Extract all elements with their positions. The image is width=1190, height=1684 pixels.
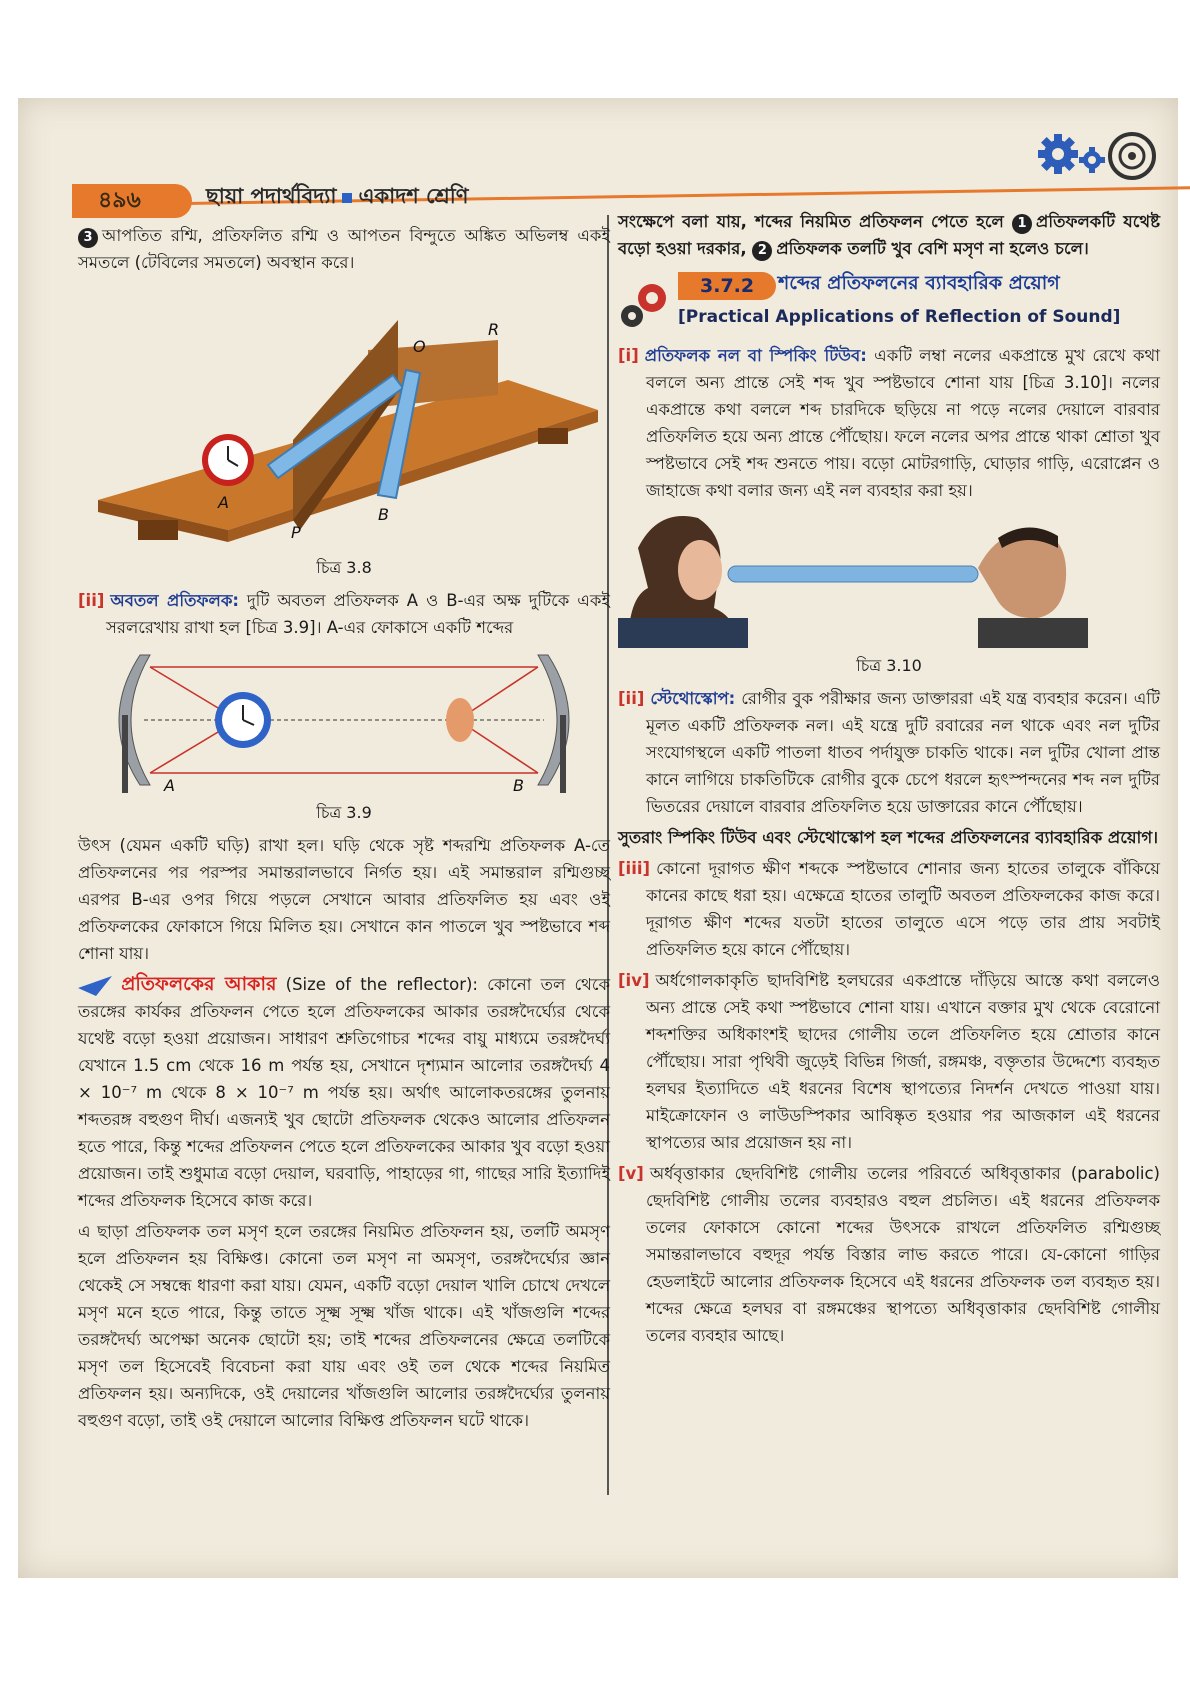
label-B: B (513, 776, 524, 795)
conclusion: সুতরাং স্পিকিং টিউব এবং স্টেথোস্কোপ হল শব্দের প্রতিফলনের ব্যাবহারিক প্রয়োগ। (618, 828, 1159, 847)
item-i-term: প্রতিফলক নল বা স্পিকিং টিউব: (644, 346, 867, 365)
surface-paragraph: এ ছাড়া প্রতিফলক তল মসৃণ হলে তরঙ্গের নিয়মিত প্রতিফলন হয়, তলটি অমসৃণ হলে প্রতিফলন হয় বিক্ষিপ্ত। কোনো তল মসৃণ না অমসৃণ, তরঙ্গদৈর্ঘ্যের জ্ঞান থেকেই সে সম্বন্ধে ধারণা করা যায়। যেমন, একটি বড়ো দেয়াল খালি চোখে দেখলে মসৃণ মনে হতে পারে, কিন্তু তাতে সূক্ষ্ম সূক্ষ্ম খাঁজ থাকে। এই খাঁজগুলি শব্দের তরঙ্গদৈর্ঘ্য অপেক্ষা অনেক ছোটো হয়; তাই শব্দের প্রতিফলনের ক্ষেত্রে তলটিকে মসৃণ তল হিসেবেই বিবেচনা করা যায় এবং ওই তল থেকে শব্দের নিয়মিত প্রতিফলন হয়। অন্যদিকে, ওই দেয়ালের খাঁজগুলি আলোর তরঙ্গদৈর্ঘ্যের তুলনায় বহুগুণ বড়ো, তাই ওই দেয়ালে আলোর বিক্ষিপ্ত প্রতিফলন ঘটে থাকে। (78, 1222, 610, 1430)
speaking-tube-photo (618, 508, 1160, 648)
item-ii-text: দুটি অবতল প্রতিফলক A ও B-এর অক্ষ দুটিকে একই সরলরেখায় রাখা হল [চিত্র 3.9]। A-এর ফোকাসে একটি শব্দের (106, 591, 610, 637)
item-iii (618, 855, 1160, 963)
item-iv-text: অর্ধগোলকাকৃতি ছাদবিশিষ্ট হলঘরের একপ্রান্তে দাঁড়িয়ে আস্তে কথা বললেও অন্য প্রান্তে সেই কথা স্পষ্টভাবে শোনা যায়। এখানে বক্তার মুখ থেকে বেরোনো শব্দশক্তির অধিকাংশই ছাদের গোলীয় তলে প্রতিফলিত হয়ে শ্রোতার কানে পৌঁছোয়। সারা পৃথিবী জুড়েই বিভিন্ন গির্জা, রঙ্গমঞ্চ, বক্তৃতার উদ্দেশ্যে ব্যবহৃত হলঘর ইত্যাদিতে এই ধরনের বিশেষ স্থাপত্যের নিদর্শন দেখতে পাওয়া যায়। মাইক্রোফোন ও লাউডস্পিকার আবিষ্কৃত হওয়ার পর আজকাল এই ধরনের স্থাপত্যের আর প্রয়োজন হয় না। (646, 971, 1160, 1152)
figure-3-9 (78, 645, 610, 795)
summary-text-b: প্রতিফলকটি যথেষ্ট বড়ো হওয়া দরকার, (618, 212, 1161, 258)
size-of-reflector-paragraph (78, 971, 610, 1214)
figure-3-8 (78, 280, 610, 550)
figure-3-8-caption: চিত্র 3.8 (316, 558, 372, 577)
reflection-table-diagram (78, 280, 610, 550)
item-ii-text: রোগীর বুক পরীক্ষার জন্য ডাক্তাররা এই যন্ত্র ব্যবহার করেন। এটি মূলত একটি প্রতিফলক নল। এই যন্ত্রে দুটি রবারের নল থাকে এবং নল দুটির সংযোগস্থলে একটি পাতলা ধাতব পর্দাযুক্ত চাকতি থাকে। নল দুটির খোলা প্রান্ত কানে লাগিয়ে চাকতিটিকে রোগীর বুকে চেপে ধরলে হৃৎস্পন্দনের শব্দ নল দুটির ভিতরের দেয়ালে বারবার প্রতিফলিত হয়ে ডাক্তারের কানে পৌঁছোয়। (646, 689, 1160, 816)
point-3 (78, 222, 610, 276)
section-gear-icon (618, 276, 674, 332)
paper-plane-icon (78, 976, 112, 996)
item-i (618, 342, 1160, 504)
item-iv-mark: [iv] (618, 971, 650, 990)
item-ii-term: অবতল প্রতিফলক: (110, 591, 239, 610)
label-B: B (378, 505, 389, 524)
label-P: P (291, 523, 301, 542)
scan-top-margin (0, 0, 1190, 98)
point-3-text: আপতিত রশ্মি, প্রতিফলিত রশ্মি ও আপতন বিন্দুতে অঙ্কিত অভিলম্ব একই সমতলে (টেবিলের সমতলে) অবস্থান করে। (78, 226, 610, 272)
item-i-mark: [i] (618, 346, 639, 365)
item-ii-right (618, 685, 1160, 820)
section-number: 3.7.2 (678, 272, 776, 300)
left-column (78, 222, 610, 1438)
figure-3-10-caption: চিত্র 3.10 (856, 656, 922, 675)
item-v (618, 1160, 1160, 1349)
item-v-text: অর্ধবৃত্তাকার ছেদবিশিষ্ট গোলীয় তলের পরিবর্তে অধিবৃত্তাকার (parabolic) ছেদবিশিষ্ট গোলীয় তলের ব্যবহারও বহুল প্রচলিত। এই ধরনের প্রতিফলক তলের ফোকাসে কোনো শব্দের উৎসকে রাখলে প্রতিফলিত রশ্মিগুচ্ছ সমান্তরালভাবে বহুদূর পর্যন্ত বিস্তার লাভ করতে পারে। যে-কোনো গাড়ির হেডলাইটে আলোর প্রতিফলক হিসেবে এই ধরনের প্রতিফলক তল ব্যবহৃত হয়। শব্দের ক্ষেত্রে হলঘর বা রঙ্গমঞ্চের স্থাপত্যে অধিবৃত্তাকার ছেদবিশিষ্ট গোলীয় তলের ব্যবহার আছে। (646, 1164, 1160, 1345)
size-text: কোনো তল থেকে তরঙ্গের কার্যকর প্রতিফলন পেতে হলে প্রতিফলকের আকার তরঙ্গদৈর্ঘ্যের থেকে যথেষ্ট বড়ো হওয়া প্রয়োজন। সাধারণ শ্রুতিগোচর শব্দের বায়ু মাধ্যমে তরঙ্গদৈর্ঘ্য যেখানে 1.5 cm থেকে 16 m পর্যন্ত হয়, সেখানে দৃশ্যমান আলোর তরঙ্গদৈর্ঘ্য 4 × 10⁻⁷ m থেকে 8 × 10⁻⁷ m পর্যন্ত হয়। অর্থাৎ আলোকতরঙ্গের তুলনায় শব্দতরঙ্গ বহুগুণ দীর্ঘ। এজন্যই খুব ছোটো প্রতিফলক থেকেও আলোর প্রতিফলন হতে পারে, কিন্তু শব্দের প্রতিফলন পেতে হলে প্রতিফলকের আকার খুব বড়ো হওয়া প্রয়োজন। তাই শুধুমাত্র বড়ো দেয়াল, ঘরবাড়ি, পাহাড়ের গা, গাছের সারি ইত্যাদিই শব্দের প্রতিফলক হিসেবে কাজ করে। (78, 975, 611, 1210)
page-number: ৪৯৬ (72, 184, 192, 218)
summary-paragraph (618, 208, 1160, 262)
item-iii-mark: [iii] (618, 859, 651, 878)
item-ii-mark: [ii] (618, 689, 645, 708)
item-i-text: একটি লম্বা নলের একপ্রান্তে মুখ রেখে কথা বললে অন্য প্রান্তে সেই শব্দ খুব স্পষ্টভাবে শোনা যায় [চিত্র 3.10]। নলের একপ্রান্তে কথা বললে শব্দ চারদিকে ছড়িয়ে না পড়ে নলের দেয়ালে বারবার প্রতিফলিত হয়ে অন্য প্রান্তে পৌঁছোয়। ফলে নলের অপর প্রান্তে থাকা শ্রোতা খুব স্পষ্টভাবে সেই শব্দ শুনতে পায়। বড়ো মোটরগাড়ি, ঘোড়ার গাড়ি, এরোপ্লেন ও জাহাজে কথা বলার জন্য এই নল ব্যবহার করা হয়। (646, 346, 1160, 500)
square-bullet-icon (342, 193, 352, 203)
item-iv (618, 967, 1160, 1156)
figure-3-9-caption: চিত্র 3.9 (316, 803, 372, 822)
section-heading (618, 266, 1160, 336)
label-A: A (218, 493, 229, 512)
right-column (618, 208, 1160, 1353)
size-heading: প্রতিফলকের আকার (121, 973, 277, 995)
circled-number-1: 1 (1012, 214, 1032, 234)
circled-number: 3 (78, 228, 98, 248)
label-R: R (488, 320, 500, 339)
summary-text-a: সংক্ষেপে বলা যায়, শব্দের নিয়মিত প্রতিফলন পেতে হলে (618, 212, 1004, 231)
class-label: একাদশ শ্রেণি (358, 184, 469, 208)
item-ii-term: স্টেথোস্কোপ: (650, 689, 736, 708)
item-ii-mark: [ii] (78, 591, 105, 610)
header-title (206, 180, 469, 215)
size-heading-en: (Size of the reflector): (285, 975, 478, 994)
concave-reflectors-diagram (78, 645, 610, 795)
item-ii (78, 587, 610, 641)
paragraph-after-fig39: উৎস (যেমন একটি ঘড়ি) রাখা হল। ঘড়ি থেকে সৃষ্ট শব্দরশ্মি প্রতিফলক A-তে প্রতিফলনের পর পরস্পর সমান্তরালভাবে নির্গত হয়। এই সমান্তরাল রশ্মিগুচ্ছ এরপর B-এর ওপর গিয়ে পড়লে সেখানে আবার প্রতিফলিত হয় এবং ওই প্রতিফলকের ফোকাসে গিয়ে মিলিত হয়। সেখানে কান পাতলে খুব স্পষ্টভাবে শব্দ শোনা যায়। (78, 836, 610, 963)
label-O: O (413, 337, 426, 356)
book-title: ছায়া পদার্থবিদ্যা (206, 184, 337, 208)
section-title: শব্দের প্রতিফলনের ব্যাবহারিক প্রয়োগ (778, 272, 1060, 294)
scan-bottom-margin (0, 1578, 1190, 1684)
section-title-en: [Practical Applications of Reflection of Sound] (678, 307, 1121, 327)
summary-text-c: প্রতিফলক তলটি খুব বেশি মসৃণ না হলেও চলে। (776, 239, 1089, 258)
figure-3-10 (618, 508, 1160, 648)
item-v-mark: [v] (618, 1164, 644, 1183)
label-A: A (164, 776, 175, 795)
item-iii-text: কোনো দূরাগত ক্ষীণ শব্দকে স্পষ্টভাবে শোনার জন্য হাতের তালুকে বাঁকিয়ে কানের কাছে ধরা হয়। এক্ষেত্রে হাতের তালুটি অবতল প্রতিফলকের কাজ করে। দূরাগত ক্ষীণ শব্দের যতটা হাতের তালুতে এসে পড়ে তার প্রায় সবটাই প্রতিফলিত হয়ে কানে পৌঁছোয়। (646, 859, 1160, 959)
circled-number-2: 2 (752, 241, 772, 261)
